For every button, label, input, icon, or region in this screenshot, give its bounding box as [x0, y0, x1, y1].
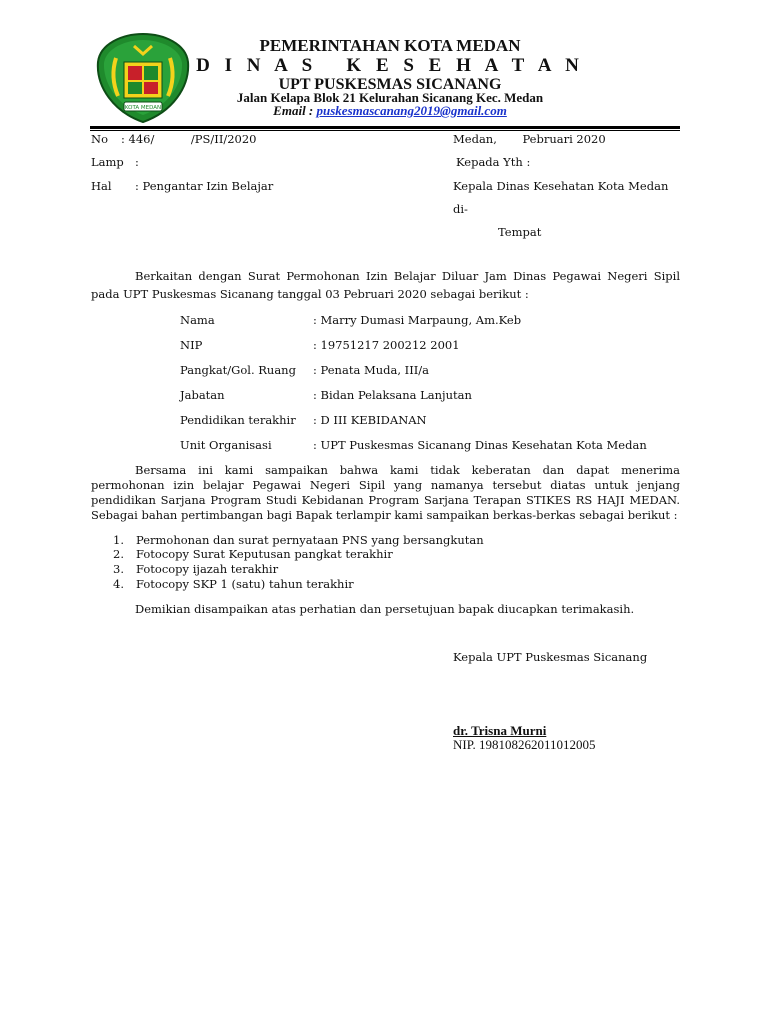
- detail-label-nama: Nama: [180, 313, 215, 327]
- detail-value-nama: : Marry Dumasi Marpaung, Am.Keb: [313, 313, 522, 327]
- detail-label-pendidikan: Pendidikan terakhir: [180, 413, 296, 427]
- recipient-di: di-: [453, 202, 468, 216]
- signatory-title: Kepala UPT Puskesmas Sicanang: [453, 650, 648, 664]
- detail-value-pendidikan: : D III KEBIDANAN: [313, 413, 427, 427]
- no-label: No: [91, 132, 108, 146]
- email-link[interactable]: puskesmascanang2019@gmail.com: [316, 103, 507, 118]
- paragraph-2-line-3: pendidikan Sarjana Program Studi Kebidanan Program Sarjana Terapan STIKES RS HAJI MEDAN.: [91, 493, 680, 507]
- signatory-name: dr. Trisna Murni: [453, 723, 547, 738]
- paragraph-2-line-1: Bersama ini kami sampaikan bahwa kami tidak keberatan dan dapat menerima: [135, 463, 680, 477]
- hal-value: : Pengantar Izin Belajar: [135, 179, 274, 193]
- closing-sentence: Demikian disampaikan atas perhatian dan persetujuan bapak diucapkan terimakasih.: [135, 602, 635, 616]
- no-value: : 446/ /PS/II/2020: [121, 132, 257, 146]
- lamp-label: Lamp: [91, 155, 124, 169]
- email-label: Email :: [273, 103, 314, 118]
- attachment-item-4: Fotocopy SKP 1 (satu) tahun terakhir: [136, 577, 354, 591]
- attachment-item-3: Fotocopy ijazah terakhir: [136, 562, 279, 576]
- detail-value-unit: : UPT Puskesmas Sicanang Dinas Kesehatan Kota Medan: [313, 438, 647, 452]
- detail-label-pangkat: Pangkat/Gol. Ruang: [180, 363, 296, 377]
- detail-value-pangkat: : Penata Muda, III/a: [313, 363, 430, 377]
- paragraph-1-line-2: pada UPT Puskesmas Sicanang tanggal 03 Pebruari 2020 sebagai berikut :: [91, 287, 529, 301]
- email-line: [180, 103, 600, 119]
- paragraph-2-line-2: permohonan izin belajar Pegawai Negeri Sipil yang namanya tersebut diatas untuk jenjang: [91, 478, 680, 492]
- detail-value-jabatan: : Bidan Pelaksana Lanjutan: [313, 388, 472, 402]
- attachment-item-2: Fotocopy Surat Keputusan pangkat terakhir: [136, 547, 393, 561]
- attachment-num-2: 2.: [113, 547, 124, 561]
- signatory-nip: NIP. 198108262011012005: [453, 737, 596, 752]
- lamp-value: :: [135, 155, 139, 169]
- svg-text:KOTA MEDAN: KOTA MEDAN: [124, 105, 162, 111]
- detail-label-jabatan: Jabatan: [180, 388, 225, 402]
- agency-name: D I N A S K E S E H A T A N: [196, 55, 584, 76]
- paragraph-1-line-1: Berkaitan dengan Surat Permohonan Izin Belajar Diluar Jam Dinas Pegawai Negeri Sipil: [135, 269, 680, 283]
- recipient-greeting: Kepada Yth :: [456, 155, 531, 169]
- detail-label-unit: Unit Organisasi: [180, 438, 272, 452]
- office-address: Jalan Kelapa Blok 21 Kelurahan Sicanang Kec. Medan: [236, 90, 544, 105]
- detail-value-nip: : 19751217 200212 2001: [313, 338, 460, 352]
- city-emblem-logo: [94, 32, 192, 124]
- government-name: PEMERINTAHAN KOTA MEDAN: [259, 36, 521, 55]
- unit-name: UPT PUSKESMAS SICANANG: [278, 76, 502, 93]
- detail-label-nip: NIP: [180, 338, 203, 352]
- place-date: Medan, Pebruari 2020: [453, 132, 606, 146]
- paragraph-2-line-4: Sebagai bahan pertimbangan bagi Bapak terlampir kami sampaikan berkas-berkas sebagai berikut :: [91, 508, 678, 522]
- attachment-num-3: 3.: [113, 562, 124, 576]
- attachment-num-4: 4.: [113, 577, 124, 591]
- hal-label: Hal: [91, 179, 112, 193]
- attachment-item-1: Permohonan dan surat pernyataan PNS yang bersangkutan: [136, 533, 484, 547]
- header-divider-thick: [90, 126, 680, 129]
- recipient-name: Kepala Dinas Kesehatan Kota Medan: [453, 179, 669, 193]
- header-divider-thin: [90, 130, 680, 131]
- recipient-place: Tempat: [498, 225, 542, 239]
- attachment-num-1: 1.: [113, 533, 124, 547]
